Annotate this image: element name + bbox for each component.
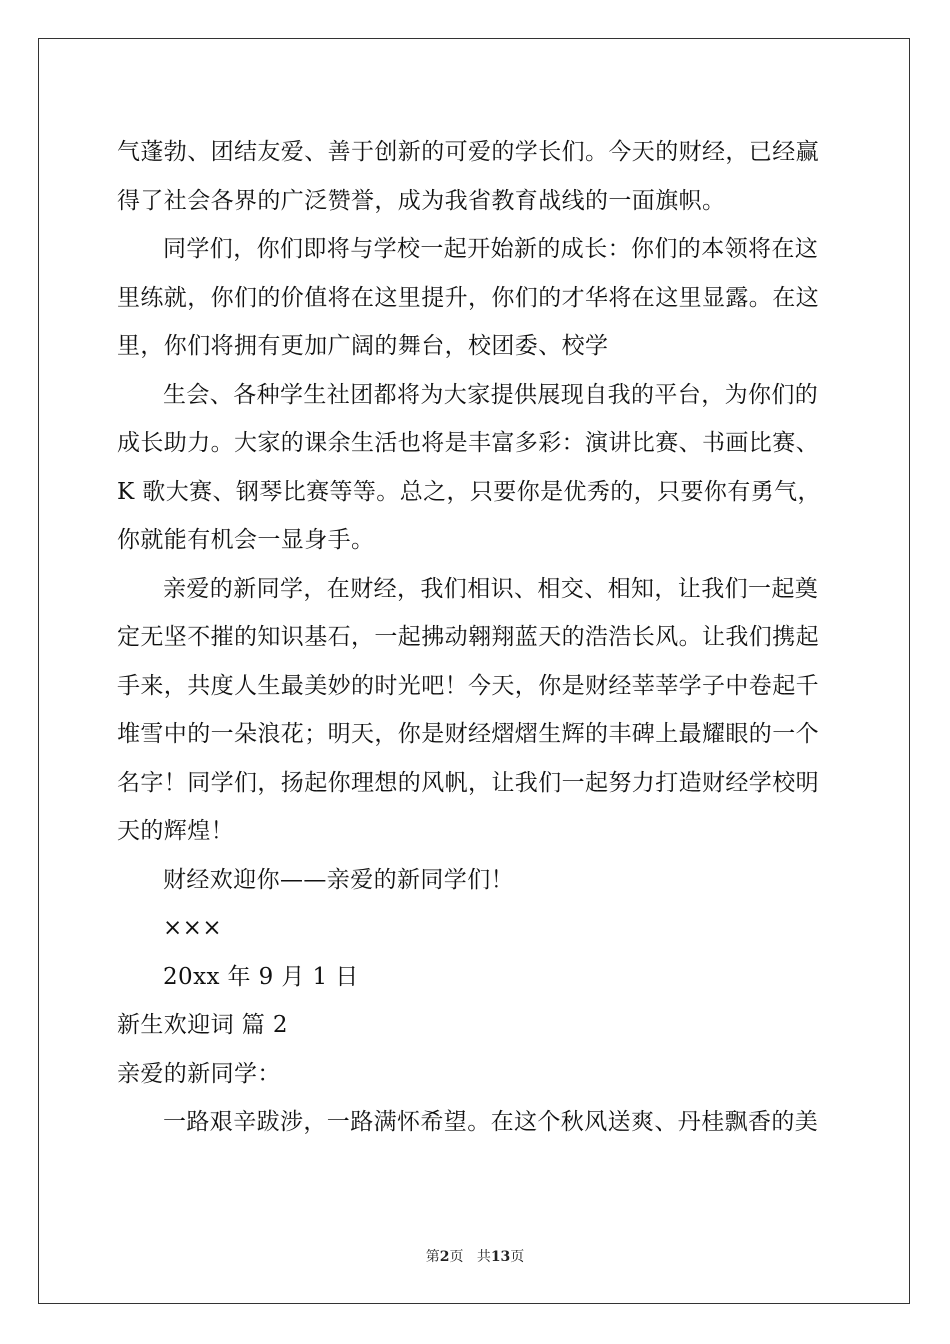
text-line: 里，你们将拥有更加广阔的舞台，校团委、校学 xyxy=(117,333,609,359)
text-line: 成长助力。大家的课余生活也将是丰富多彩：演讲比赛、书画比赛、 xyxy=(117,430,819,456)
text-line: 一路艰辛跋涉，一路满怀希望。在这个秋风送爽、丹桂飘香的美 xyxy=(163,1109,819,1135)
text-line: 同学们，你们即将与学校一起开始新的成长：你们的本领将在这 xyxy=(163,236,819,262)
text-line: 天的辉煌！ xyxy=(117,818,234,844)
section-heading: 新生欢迎词 篇 2 xyxy=(117,1012,288,1038)
signature: ××× xyxy=(163,915,223,941)
total-page-count: 13 xyxy=(490,1249,511,1265)
text-line: 堆雪中的一朵浪花；明天，你是财经熠熠生辉的丰碑上最耀眼的一个 xyxy=(117,721,819,747)
text-line: 里练就，你们的价值将在这里提升，你们的才华将在这里显露。在这 xyxy=(117,284,819,311)
text-line: 气蓬勃、团结友爱、善于创新的可爱的学长们。今天的财经，已经赢 xyxy=(117,139,819,165)
current-page-number: 2 xyxy=(439,1249,450,1265)
footer-prefix: 第 xyxy=(425,1249,440,1265)
text-line: 定无坚不摧的知识基石，一起拂动翱翔蓝天的浩浩长风。让我们携起 xyxy=(117,624,819,650)
footer-page-suffix: 页 xyxy=(449,1249,464,1265)
page-footer xyxy=(0,1246,950,1266)
closing-line: 财经欢迎你——亲爱的新同学们！ xyxy=(163,866,514,893)
salutation: 亲爱的新同学： xyxy=(117,1060,281,1087)
text-line: 名字！同学们，扬起你理想的风帆，让我们一起努力打造财经学校明 xyxy=(117,769,819,796)
text-line: 生会、各种学生社团都将为大家提供展现自我的平台，为你们的 xyxy=(163,381,819,408)
text-line: 得了社会各界的广泛赞誉，成为我省教育战线的一面旗帜。 xyxy=(117,187,726,214)
document-body xyxy=(117,128,857,1147)
text-line: K 歌大赛、钢琴比赛等等。总之，只要你是优秀的，只要你有勇气， xyxy=(117,478,821,505)
footer-total-prefix: 共 xyxy=(476,1249,491,1265)
footer-total-suffix: 页 xyxy=(510,1249,525,1265)
text-line: 亲爱的新同学，在财经，我们相识、相交、相知，让我们一起奠 xyxy=(163,575,819,602)
text-line: 手来，共度人生最美妙的时光吧！今天，你是财经莘莘学子中卷起千 xyxy=(117,672,819,699)
text-line: 你就能有机会一显身手。 xyxy=(117,527,375,553)
date-line: 20xx 年 9 月 1 日 xyxy=(163,963,359,990)
